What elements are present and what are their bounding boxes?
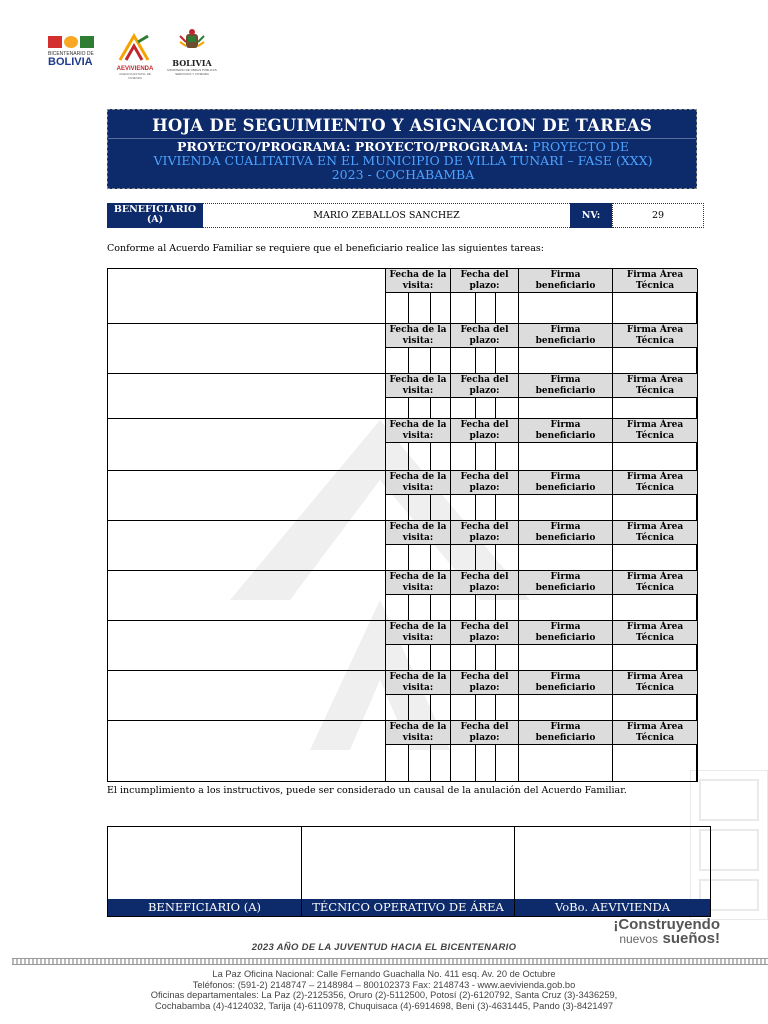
- column-header-line2: Técnica: [635, 336, 675, 346]
- task-row: [107, 670, 697, 720]
- column-header-line2: beneficiario: [535, 583, 596, 593]
- nv-label: NV:: [570, 203, 612, 228]
- date-subdivider: [495, 495, 496, 521]
- value-cell-visit[interactable]: [386, 293, 451, 324]
- date-subdivider: [430, 348, 431, 374]
- beneficiary-label: [107, 203, 203, 228]
- footer-contact: [0, 969, 768, 1011]
- value-cell-visit[interactable]: [386, 695, 451, 721]
- column-header-sig-ben: [519, 471, 613, 495]
- value-cell-sig-tec[interactable]: [613, 545, 698, 571]
- column-header-line2: beneficiario: [535, 483, 596, 493]
- date-subdivider: [475, 495, 476, 521]
- column-header-sig-ben: [519, 374, 613, 398]
- date-subdivider: [495, 645, 496, 671]
- column-header-line1: Firma Área: [626, 572, 684, 582]
- column-header-line1: Fecha de la: [389, 420, 447, 430]
- column-header-line1: Firma: [550, 472, 581, 482]
- column-header-line2: plazo:: [469, 633, 500, 643]
- value-cell-sig-tec[interactable]: [613, 695, 698, 721]
- column-header-line2: Técnica: [635, 633, 675, 643]
- column-header-line2: Técnica: [635, 483, 675, 493]
- bicentenario-text: BICENTENARIO DE: [48, 51, 94, 57]
- value-cell-visit[interactable]: [386, 348, 451, 374]
- task-description-field[interactable]: [108, 269, 386, 323]
- date-subdivider: [475, 695, 476, 721]
- task-description-field[interactable]: [108, 621, 386, 670]
- value-cell-sig-ben[interactable]: [519, 595, 613, 621]
- column-header-line1: Firma: [550, 572, 581, 582]
- program-name-part2: CUALITATIVA EN EL MUNICIPIO DE VILLA TUNARI – FASE (XXX) 2023 -: [224, 153, 653, 182]
- date-subdivider: [408, 645, 409, 671]
- column-header-line1: Fecha del: [460, 420, 509, 430]
- column-header-line2: visita:: [402, 483, 434, 493]
- date-subdivider: [408, 293, 409, 324]
- column-header-line2: visita:: [402, 583, 434, 593]
- column-header-visit: [386, 269, 451, 293]
- column-header-line2: visita:: [402, 281, 434, 291]
- date-subdivider: [430, 545, 431, 571]
- column-header-line2: beneficiario: [535, 336, 596, 346]
- value-cell-deadline[interactable]: [451, 745, 519, 782]
- value-cell-sig-tec[interactable]: [613, 495, 698, 521]
- column-header-line1: Firma: [550, 722, 581, 732]
- value-cell-visit[interactable]: [386, 495, 451, 521]
- column-header-sig-tec: [613, 471, 698, 495]
- task-description-field[interactable]: [108, 419, 386, 470]
- date-subdivider: [430, 443, 431, 471]
- bolivia-shield-logo: [163, 28, 221, 82]
- column-header-deadline: [451, 419, 519, 443]
- task-description-field[interactable]: [108, 374, 386, 418]
- column-header-line1: Firma: [550, 375, 581, 385]
- value-cell-sig-tec[interactable]: [613, 645, 698, 671]
- date-subdivider: [475, 443, 476, 471]
- task-description-field[interactable]: [108, 721, 386, 781]
- column-header-line2: visita:: [402, 633, 434, 643]
- column-header-sig-tec: [613, 571, 698, 595]
- column-header-line1: Fecha de la: [389, 622, 447, 632]
- column-header-visit: [386, 374, 451, 398]
- column-header-line2: visita:: [402, 336, 434, 346]
- column-header-line2: plazo:: [469, 683, 500, 693]
- date-subdivider: [475, 745, 476, 782]
- aevivienda-text: AEVIVIENDA: [116, 66, 154, 72]
- coat-of-arms-icon: [177, 28, 207, 54]
- date-subdivider: [430, 645, 431, 671]
- column-header-sig-tec: [613, 419, 698, 443]
- date-subdivider: [495, 745, 496, 782]
- column-header-deadline: [451, 671, 519, 695]
- column-header-line1: Fecha de la: [389, 522, 447, 532]
- task-row: [107, 323, 697, 373]
- value-cell-sig-ben[interactable]: [519, 348, 613, 374]
- program-label: PROYECTO/PROGRAMA: PROYECTO/PROGRAMA:: [177, 139, 529, 154]
- value-cell-deadline[interactable]: [451, 443, 519, 471]
- column-header-deadline: [451, 324, 519, 348]
- column-header-line1: Firma Área: [626, 672, 684, 682]
- column-header-sig-ben: [519, 721, 613, 745]
- beneficiary-label-line1: BENEFICIARIO: [113, 204, 197, 215]
- column-header-sig-ben: [519, 269, 613, 293]
- value-cell-sig-tec[interactable]: [613, 745, 698, 782]
- column-header-line1: Fecha del: [460, 622, 509, 632]
- date-subdivider: [495, 348, 496, 374]
- column-header-visit: [386, 571, 451, 595]
- signature-label-beneficiary: BENEFICIARIO (A): [108, 899, 301, 916]
- column-header-line2: visita:: [402, 533, 434, 543]
- column-header-line1: Fecha del: [460, 572, 509, 582]
- signature-box-technician[interactable]: [301, 826, 515, 917]
- column-header-line1: Fecha de la: [389, 325, 447, 335]
- program-description: [148, 140, 658, 182]
- task-row: [107, 373, 697, 418]
- task-row: [107, 570, 697, 620]
- column-header-visit: [386, 621, 451, 645]
- date-subdivider: [430, 293, 431, 324]
- nv-value: 29: [612, 203, 704, 228]
- date-subdivider: [475, 645, 476, 671]
- task-row: [107, 720, 697, 781]
- column-header-line2: Técnica: [635, 583, 675, 593]
- value-cell-visit[interactable]: [386, 545, 451, 571]
- ministerio-text: MINISTERIO DE OBRAS PÚBLICAS SERVICIOS Y VIVIENDA: [167, 68, 217, 76]
- date-subdivider: [408, 348, 409, 374]
- task-row: [107, 620, 697, 670]
- column-header-line1: Firma Área: [626, 722, 684, 732]
- year-banner: 2023 AÑO DE LA JUVENTUD HACIA EL BICENTENARIO: [251, 942, 517, 953]
- column-header-line1: Firma Área: [626, 622, 684, 632]
- signature-box-approval[interactable]: [514, 826, 711, 917]
- slogan-nuevos: nuevos: [619, 932, 659, 946]
- column-header-line1: Firma: [550, 420, 581, 430]
- column-header-sig-ben: [519, 324, 613, 348]
- aevivienda-house-icon: [114, 32, 156, 62]
- date-subdivider: [475, 348, 476, 374]
- value-cell-sig-tec[interactable]: [613, 443, 698, 471]
- date-subdivider: [408, 443, 409, 471]
- column-header-line2: Técnica: [635, 683, 675, 693]
- column-header-line1: Firma: [550, 325, 581, 335]
- column-header-visit: [386, 721, 451, 745]
- column-header-line1: Firma: [550, 622, 581, 632]
- bolivia-logo-text: BOLIVIA: [172, 58, 212, 68]
- task-row: [107, 418, 697, 470]
- value-cell-deadline[interactable]: [451, 293, 519, 324]
- column-header-line2: plazo:: [469, 431, 500, 441]
- value-cell-sig-ben[interactable]: [519, 443, 613, 471]
- date-subdivider: [408, 695, 409, 721]
- value-cell-deadline[interactable]: [451, 348, 519, 374]
- column-header-line2: beneficiario: [535, 431, 596, 441]
- column-header-deadline: [451, 621, 519, 645]
- value-cell-visit[interactable]: [386, 645, 451, 671]
- value-cell-visit[interactable]: [386, 745, 451, 782]
- date-subdivider: [408, 545, 409, 571]
- column-header-visit: [386, 324, 451, 348]
- date-subdivider: [408, 495, 409, 521]
- column-header-line1: Firma Área: [626, 420, 684, 430]
- date-subdivider: [475, 398, 476, 419]
- column-header-sig-tec: [613, 521, 698, 545]
- column-header-line1: Fecha de la: [389, 722, 447, 732]
- column-header-sig-ben: [519, 671, 613, 695]
- column-header-line2: beneficiario: [535, 533, 596, 543]
- column-header-line2: plazo:: [469, 281, 500, 291]
- value-cell-visit[interactable]: [386, 398, 451, 419]
- value-cell-deadline[interactable]: [451, 398, 519, 419]
- value-cell-sig-ben[interactable]: [519, 398, 613, 419]
- date-subdivider: [430, 495, 431, 521]
- aevivienda-subtext: AGENCIA ESTATAL DE VIVIENDA: [119, 72, 151, 80]
- column-header-line1: Fecha de la: [389, 672, 447, 682]
- column-header-line2: visita:: [402, 431, 434, 441]
- date-subdivider: [430, 695, 431, 721]
- column-header-sig-ben: [519, 571, 613, 595]
- column-header-line2: plazo:: [469, 583, 500, 593]
- signature-box-beneficiary[interactable]: [107, 826, 302, 917]
- slogan-line1: ¡Construyendo: [613, 916, 720, 933]
- task-row: [107, 268, 697, 323]
- column-header-deadline: [451, 374, 519, 398]
- column-header-line2: beneficiario: [535, 633, 596, 643]
- program-name-part3: COCHABAMBA: [375, 167, 475, 182]
- column-header-deadline: [451, 269, 519, 293]
- bicentenario-logo: [48, 36, 104, 76]
- date-subdivider: [408, 745, 409, 782]
- column-header-line2: plazo:: [469, 733, 500, 743]
- beneficiary-label-line2: (A): [146, 214, 164, 225]
- column-header-line1: Firma Área: [626, 325, 684, 335]
- signature-label-technician: TÉCNICO OPERATIVO DE ÁREA: [302, 899, 514, 916]
- task-description-field[interactable]: [108, 471, 386, 520]
- warning-text: El incumplimiento a los instructivos, puede ser considerado un causal de la anulación del Acuerdo Familiar.: [107, 785, 627, 796]
- task-description-field[interactable]: [108, 571, 386, 620]
- column-header-line1: Fecha del: [460, 472, 509, 482]
- program-name-part1: PROYECTO DE VIVIENDA: [153, 139, 629, 168]
- value-cell-sig-ben[interactable]: [519, 695, 613, 721]
- column-header-line2: plazo:: [469, 533, 500, 543]
- column-header-line1: Firma: [550, 522, 581, 532]
- value-cell-sig-tec[interactable]: [613, 348, 698, 374]
- column-header-sig-tec: [613, 374, 698, 398]
- column-header-line1: Fecha de la: [389, 472, 447, 482]
- column-header-line2: plazo:: [469, 386, 500, 396]
- column-header-line2: visita:: [402, 386, 434, 396]
- column-header-deadline: [451, 571, 519, 595]
- column-header-sig-tec: [613, 269, 698, 293]
- value-cell-sig-ben[interactable]: [519, 645, 613, 671]
- aevivienda-logo: [114, 32, 156, 78]
- column-header-line2: Técnica: [635, 733, 675, 743]
- value-cell-sig-ben[interactable]: [519, 293, 613, 324]
- task-description-field[interactable]: [108, 521, 386, 570]
- date-subdivider: [475, 595, 476, 621]
- date-subdivider: [495, 443, 496, 471]
- date-subdivider: [430, 595, 431, 621]
- table-bottom-border: [107, 781, 697, 782]
- value-cell-sig-tec[interactable]: [613, 293, 698, 324]
- document-header: [107, 109, 697, 189]
- value-cell-deadline[interactable]: [451, 495, 519, 521]
- column-header-line2: plazo:: [469, 336, 500, 346]
- column-header-sig-ben: [519, 621, 613, 645]
- column-header-sig-tec: [613, 621, 698, 645]
- date-subdivider: [495, 545, 496, 571]
- column-header-visit: [386, 521, 451, 545]
- value-cell-visit[interactable]: [386, 443, 451, 471]
- value-cell-sig-ben[interactable]: [519, 495, 613, 521]
- date-subdivider: [475, 293, 476, 324]
- date-subdivider: [495, 595, 496, 621]
- value-cell-sig-ben[interactable]: [519, 545, 613, 571]
- column-header-sig-tec: [613, 324, 698, 348]
- date-subdivider: [430, 398, 431, 419]
- column-header-line2: visita:: [402, 683, 434, 693]
- column-header-sig-ben: [519, 419, 613, 443]
- value-cell-sig-ben[interactable]: [519, 745, 613, 782]
- column-header-line1: Fecha del: [460, 375, 509, 385]
- column-header-line1: Firma: [550, 270, 581, 280]
- task-row: [107, 520, 697, 570]
- column-header-visit: [386, 419, 451, 443]
- column-header-line1: Firma Área: [626, 270, 684, 280]
- column-header-deadline: [451, 521, 519, 545]
- task-description-field[interactable]: [108, 324, 386, 373]
- footer-divider: [12, 958, 768, 965]
- column-header-deadline: [451, 471, 519, 495]
- column-header-line1: Fecha del: [460, 522, 509, 532]
- column-header-line2: visita:: [402, 733, 434, 743]
- value-cell-sig-tec[interactable]: [613, 398, 698, 419]
- column-header-line1: Fecha del: [460, 722, 509, 732]
- date-subdivider: [495, 695, 496, 721]
- value-cell-deadline[interactable]: [451, 695, 519, 721]
- document-title: HOJA DE SEGUIMIENTO Y ASIGNACION DE TAREAS: [152, 116, 652, 135]
- column-header-line1: Firma: [550, 672, 581, 682]
- date-subdivider: [430, 745, 431, 782]
- date-subdivider: [475, 545, 476, 571]
- column-header-line2: plazo:: [469, 483, 500, 493]
- column-header-line2: Técnica: [635, 431, 675, 441]
- signature-label-approval: VoBo. AEVIVIENDA: [515, 899, 710, 916]
- column-header-line1: Fecha del: [460, 325, 509, 335]
- date-subdivider: [408, 398, 409, 419]
- footer-line3: Oficinas departamentales: La Paz (2)-2125356, Oruro (2)-5112500, Potosí (2)-6120792, Santa Cruz (3)-3436259,: [150, 990, 618, 1000]
- column-header-visit: [386, 671, 451, 695]
- value-cell-visit[interactable]: [386, 595, 451, 621]
- column-header-deadline: [451, 721, 519, 745]
- value-cell-deadline[interactable]: [451, 645, 519, 671]
- column-header-line1: Firma Área: [626, 522, 684, 532]
- value-cell-deadline[interactable]: [451, 595, 519, 621]
- column-header-line1: Fecha de la: [389, 572, 447, 582]
- value-cell-deadline[interactable]: [451, 545, 519, 571]
- column-header-line1: Fecha de la: [389, 375, 447, 385]
- beneficiary-name: MARIO ZEBALLOS SANCHEZ: [203, 203, 570, 228]
- column-header-line2: beneficiario: [535, 386, 596, 396]
- date-subdivider: [495, 398, 496, 419]
- date-subdivider: [408, 595, 409, 621]
- footer-line4: Cochabamba (4)-4124032, Tarija (4)-6110978, Chuquisaca (4)-6914698, Beni (3)-4631445, Pando (3)-8421497: [154, 1000, 614, 1011]
- column-header-line2: beneficiario: [535, 281, 596, 291]
- column-header-line2: Técnica: [635, 386, 675, 396]
- column-header-line1: Fecha del: [460, 672, 509, 682]
- slogan-suenos: sueños!: [662, 930, 720, 947]
- footer-line1: La Paz Oficina Nacional: Calle Fernando Guachalla No. 411 esq. Av. 20 de Octubre: [212, 969, 556, 979]
- bolivia-text: BOLIVIA: [48, 56, 93, 68]
- column-header-line1: Firma Área: [626, 375, 684, 385]
- column-header-line2: Técnica: [635, 281, 675, 291]
- date-subdivider: [495, 293, 496, 324]
- task-description-field[interactable]: [108, 671, 386, 720]
- column-header-sig-ben: [519, 521, 613, 545]
- column-header-visit: [386, 471, 451, 495]
- column-header-line1: Fecha del: [460, 270, 509, 280]
- column-header-line1: Firma Área: [626, 472, 684, 482]
- footer-line2: Teléfonos: (591-2) 2148747 – 2148984 – 800102373 Fax: 2148743 - www.aevivienda.gob.bo: [192, 979, 576, 990]
- column-header-sig-tec: [613, 721, 698, 745]
- column-header-line1: Fecha de la: [389, 270, 447, 280]
- value-cell-sig-tec[interactable]: [613, 595, 698, 621]
- column-header-line2: beneficiario: [535, 733, 596, 743]
- intro-text: Conforme al Acuerdo Familiar se requiere que el beneficiario realice las siguientes tareas:: [107, 243, 544, 254]
- column-header-line2: beneficiario: [535, 683, 596, 693]
- column-header-line2: Técnica: [635, 533, 675, 543]
- column-header-sig-tec: [613, 671, 698, 695]
- task-row: [107, 470, 697, 520]
